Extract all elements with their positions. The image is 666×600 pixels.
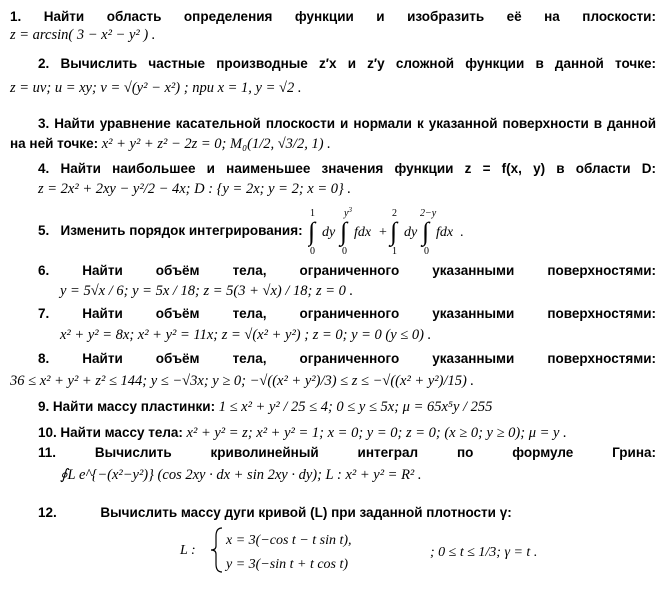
svg-text:1: 1 (392, 246, 397, 256)
item-12-formula (160, 520, 620, 580)
param-range: ; 0 ≤ t ≤ 1/3; γ = t . (430, 545, 538, 560)
svg-text:∫: ∫ (308, 217, 316, 246)
item-11-formula: ∮L e^{−(x²−y²)} (cos 2xy · dx + sin 2xy · dy); L : x² + y² = R² . (60, 467, 422, 483)
svg-text:fdx: fdx (354, 225, 372, 240)
svg-text:2−y: 2−y (420, 208, 437, 219)
svg-text:0: 0 (342, 246, 347, 256)
svg-text:fdx: fdx (436, 225, 454, 240)
svg-text:2: 2 (392, 208, 397, 219)
svg-text:∫: ∫ (340, 217, 348, 246)
item-12-text: 12. Вычислить массу дуги кривой (L) при заданной плотности γ: (38, 505, 512, 520)
svg-text:0: 0 (424, 246, 429, 256)
item-8-text: 8. Найти объём тела, ограниченного указанными поверхностями: (38, 351, 656, 366)
item-3-text: 3. Найти уравнение касательной плоскости и нормали к указанной поверхности в данной (38, 116, 656, 131)
brace-icon (211, 528, 222, 572)
item-1-formula: z = arcsin( 3 − x² − y² ) . (10, 27, 156, 43)
svg-text:dy: dy (322, 225, 336, 240)
item-7-formula: x² + y² = 8x; x² + y² = 11x; z = √(x² + y²) ; z = 0; y = 0 (y ≤ 0) . (60, 327, 432, 343)
integral-formula-graphic (308, 206, 508, 256)
svg-text:∫: ∫ (422, 217, 430, 246)
item-8-formula: 36 ≤ x² + y² + z² ≤ 144; y ≤ −√3x; y ≥ 0; −√((x² + y²)/3) ≤ z ≤ −√((x² + y²)/15) . (10, 373, 475, 389)
svg-text:+: + (379, 225, 387, 240)
item-2-text: 2. Вычислить частные производные z′x и z′y сложной функции в данной точке: (38, 56, 656, 71)
item-5-text: 5. Изменить порядок интегрирования: (38, 223, 303, 238)
item-11-text: 11. Вычислить криволинейный интеграл по формуле Грина: (38, 445, 656, 460)
param-x: x = 3(−cos t − t sin t), (226, 533, 352, 548)
svg-text:∫: ∫ (390, 217, 398, 246)
svg-text:0: 0 (310, 246, 315, 256)
item-4-formula: z = 2x² + 2xy − y²/2 − 4x; D : {y = 2x; y = 2; x = 0} . (38, 181, 352, 197)
svg-text:y3: $y^3$ (344, 206, 352, 219)
item-5-formula (308, 206, 508, 256)
svg-text:dy: dy (404, 225, 418, 240)
item-3-line2: на ней точке: x² + y² + z² − 2z = 0; M₀(1/2, √3/2, 1) . (10, 136, 331, 152)
param-y: y = 3(−sin t + t cos t) (226, 557, 349, 572)
item-4-text: 4. Найти наибольшее и наименьшее значения функции z = f(x, y) в области D: (38, 161, 656, 176)
svg-text:1: 1 (310, 208, 315, 219)
item-5 (38, 206, 638, 256)
parametric-system-graphic (160, 520, 620, 580)
curve-label: L : (180, 543, 196, 558)
item-9: 9. Найти массу пластинки: 1 ≤ x² + y² / 25 ≤ 4; 0 ≤ y ≤ 5x; μ = 65x⁵y / 255 (38, 399, 493, 415)
item-10: 10. Найти массу тела: x² + y² = z; x² + y² = 1; x = 0; y = 0; z = 0; (x ≥ 0; y ≥ 0); μ = y . (38, 425, 567, 441)
svg-text:.: . (460, 225, 464, 240)
item-1-text: 1. Найти область определения функции и изобразить её на плоскости: (10, 9, 656, 24)
item-6-text: 6. Найти объём тела, ограниченного указанными поверхностями: (38, 263, 656, 278)
item-7-text: 7. Найти объём тела, ограниченного указанными поверхностями: (38, 306, 656, 321)
item-6-formula: y = 5√x / 6; y = 5x / 18; z = 5(3 + √x) / 18; z = 0 . (60, 283, 354, 299)
item-2-formula: z = uv; u = xy; v = √(y² − x²) ; при x = 1, y = √2 . (10, 80, 302, 96)
